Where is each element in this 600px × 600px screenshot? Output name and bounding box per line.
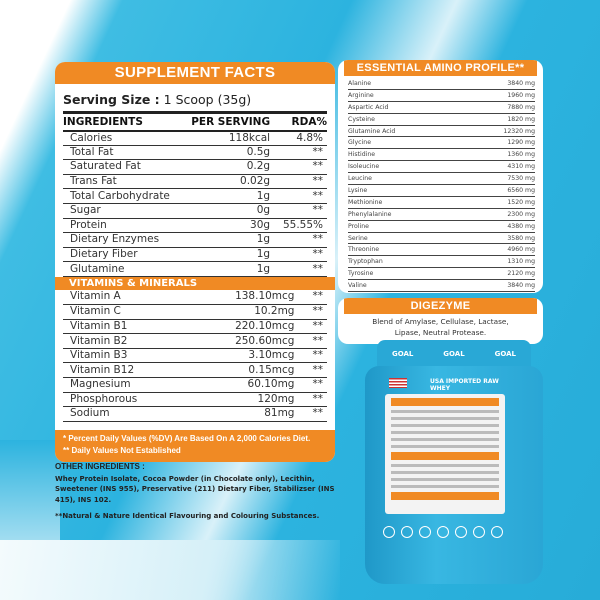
rda-value: **	[302, 392, 327, 407]
ingredient-name: Vitamin B2	[63, 334, 189, 349]
amino-name: Phenylalanine	[348, 210, 392, 218]
amino-row	[348, 137, 535, 149]
amino-row	[348, 209, 535, 221]
col-per-serving: PER SERVING	[182, 113, 278, 131]
ingredient-name: Total Carbohydrate	[63, 189, 182, 204]
other-ingredients-title: OTHER INGREDIENTS :	[55, 462, 145, 471]
amino-value: 2300 mg	[507, 210, 535, 218]
ingredient-name: Trans Fat	[63, 174, 182, 189]
footnote-not-established: ** Daily Values Not Established	[63, 446, 181, 455]
rda-value: **	[278, 160, 327, 175]
rda-value: **	[302, 305, 327, 320]
ingredient-name: Vitamin C	[63, 305, 189, 320]
col-ingredients: INGREDIENTS	[63, 113, 182, 131]
jar-lid	[377, 340, 531, 368]
table-row	[63, 174, 327, 189]
per-serving-value: 220.10mcg	[189, 319, 303, 334]
amino-row	[348, 173, 535, 185]
amino-value: 1310 mg	[507, 258, 535, 266]
amino-value: 4310 mg	[507, 163, 535, 171]
per-serving-value: 1g	[182, 247, 278, 262]
jar-label	[385, 378, 505, 514]
background-brush	[0, 540, 340, 600]
table-row	[63, 348, 327, 363]
per-serving-value: 81mg	[189, 407, 303, 422]
amino-row	[348, 256, 535, 268]
per-serving-value: 10.2mg	[189, 305, 303, 320]
amino-name: Glycine	[348, 139, 372, 147]
serving-label: Serving Size :	[63, 92, 160, 107]
per-serving-value: 0.15mcg	[189, 363, 303, 378]
amino-value: 2120 mg	[507, 270, 535, 278]
jar-body	[365, 366, 543, 584]
amino-name: Alanine	[348, 80, 372, 87]
ingredient-name: Dietary Enzymes	[63, 233, 182, 248]
per-serving-value: 0.2g	[182, 160, 278, 175]
other-ingredients	[55, 462, 345, 522]
amino-row	[348, 78, 535, 90]
amino-value: 12320 mg	[503, 127, 535, 135]
per-serving-value: 1g	[182, 189, 278, 204]
rda-value: **	[302, 348, 327, 363]
brand-logo: GOAL	[443, 350, 465, 358]
vitamins-header: VITAMINS & MINERALS	[55, 277, 335, 290]
supplement-facts-panel	[55, 62, 335, 462]
amino-name: Isoleucine	[348, 163, 380, 171]
rda-value: **	[278, 145, 327, 160]
digezyme-line2: Lipase, Neutral Protease.	[394, 328, 487, 337]
amino-name: Tyrosine	[348, 270, 374, 278]
table-row	[63, 189, 327, 204]
amino-row	[348, 149, 535, 161]
brand-logo: GOAL	[391, 350, 414, 358]
amino-title: ESSENTIAL AMINO PROFILE**	[344, 60, 537, 76]
amino-row	[348, 185, 535, 197]
rda-value: **	[278, 262, 327, 277]
digezyme-title: DIGEZYME	[344, 298, 537, 314]
amino-row	[348, 221, 535, 233]
vitamins-table	[63, 290, 327, 422]
per-serving-value: 30g	[182, 218, 278, 233]
ingredient-name: Sugar	[63, 203, 182, 218]
digezyme-panel	[338, 298, 543, 344]
amino-row	[348, 114, 535, 126]
table-row	[63, 305, 327, 320]
serving-size	[55, 84, 335, 111]
amino-value: 7530 mg	[507, 175, 535, 183]
serving-value: 1 Scoop (35g)	[163, 92, 252, 107]
table-row	[63, 145, 327, 160]
amino-row	[348, 197, 535, 209]
ingredient-name: Glutamine	[63, 262, 182, 277]
usa-flag-icon	[389, 378, 407, 388]
amino-name: Proline	[348, 222, 369, 230]
amino-name: Lysine	[348, 187, 368, 195]
supplement-facts-title: SUPPLEMENT FACTS	[55, 62, 335, 84]
amino-row	[348, 90, 535, 102]
ingredient-name: Protein	[63, 218, 182, 233]
rda-value: **	[278, 203, 327, 218]
brand-logo: GOAL	[494, 350, 517, 358]
amino-name: Threonine	[348, 246, 380, 254]
amino-name: Tryptophan	[348, 258, 383, 266]
amino-name: Serine	[348, 234, 368, 242]
ingredient-name: Vitamin B12	[63, 363, 189, 378]
amino-row	[348, 244, 535, 256]
amino-name: Valine	[348, 282, 367, 290]
amino-row	[348, 102, 535, 114]
footnotes	[55, 430, 335, 462]
table-row	[63, 363, 327, 378]
table-row	[63, 334, 327, 349]
amino-row	[348, 126, 535, 138]
rda-value: **	[302, 319, 327, 334]
amino-profile-panel	[338, 60, 543, 293]
amino-value: 3580 mg	[507, 234, 535, 242]
per-serving-value: 60.10mg	[189, 378, 303, 393]
table-row	[63, 218, 327, 233]
amino-value: 6560 mg	[507, 187, 535, 195]
amino-name: Leucine	[348, 175, 372, 183]
amino-value: 1360 mg	[507, 151, 535, 159]
rda-value: **	[278, 174, 327, 189]
table-row	[63, 290, 327, 305]
table-row	[63, 203, 327, 218]
other-ingredients-text: Whey Protein Isolate, Cocoa Powder (in Chocolate only), Lecithin, Sweetener (INS 955), Preservative (211) Dietary Fiber, Stabilizser (INS 415), INS 102.	[55, 474, 335, 504]
table-row	[63, 247, 327, 262]
col-rda: RDA%	[278, 113, 327, 131]
amino-row	[348, 280, 535, 292]
amino-name: Aspartic Acid	[348, 103, 389, 111]
amino-name: Histidine	[348, 151, 376, 159]
amino-value: 1820 mg	[507, 115, 535, 123]
ingredient-name: Dietary Fiber	[63, 247, 182, 262]
ingredient-name: Vitamin B3	[63, 348, 189, 363]
table-row	[63, 392, 327, 407]
per-serving-value: 120mg	[189, 392, 303, 407]
table-row	[63, 233, 327, 248]
table-row	[63, 319, 327, 334]
certification-badges	[383, 526, 503, 538]
flavouring-note: **Natural & Nature Identical Flavouring and Colouring Substances.	[55, 512, 320, 520]
rda-value: **	[302, 334, 327, 349]
per-serving-value: 0.5g	[182, 145, 278, 160]
amino-value: 1520 mg	[507, 198, 535, 206]
product-jar-image	[365, 340, 543, 585]
amino-value: 1290 mg	[507, 139, 535, 147]
amino-name: Arginine	[348, 91, 374, 99]
ingredient-name: Vitamin B1	[63, 319, 189, 334]
amino-row	[348, 233, 535, 245]
per-serving-value: 118kcal	[182, 131, 278, 146]
table-row	[63, 378, 327, 393]
ingredient-name: Vitamin A	[63, 290, 189, 305]
per-serving-value: 250.60mcg	[189, 334, 303, 349]
per-serving-value: 1g	[182, 233, 278, 248]
digezyme-line1: Blend of Amylase, Cellulase, Lactase,	[372, 317, 509, 326]
amino-value: 3840 mg	[507, 80, 535, 87]
rda-value: **	[278, 247, 327, 262]
table-row	[63, 131, 327, 146]
amino-row	[348, 268, 535, 280]
ingredient-name: Magnesium	[63, 378, 189, 393]
rda-value: **	[302, 407, 327, 422]
rda-value: **	[278, 233, 327, 248]
amino-value: 3840 mg	[507, 282, 535, 290]
rda-value: 4.8%	[278, 131, 327, 146]
jar-label-text: USA IMPORTED RAW WHEY	[430, 378, 499, 392]
amino-value: 7880 mg	[507, 103, 535, 111]
table-row	[63, 262, 327, 277]
per-serving-value: 3.10mcg	[189, 348, 303, 363]
footnote-dv: * Percent Daily Values (%DV) Are Based On A 2,000 Calories Diet.	[63, 434, 311, 443]
per-serving-value: 1g	[182, 262, 278, 277]
amino-value: 4380 mg	[507, 222, 535, 230]
amino-value: 1960 mg	[507, 91, 535, 99]
amino-name: Cysteine	[348, 115, 375, 123]
per-serving-value: 0.02g	[182, 174, 278, 189]
ingredient-name: Total Fat	[63, 145, 182, 160]
per-serving-value: 0g	[182, 203, 278, 218]
table-row	[63, 407, 327, 422]
ingredient-name: Saturated Fat	[63, 160, 182, 175]
rda-value: **	[302, 378, 327, 393]
per-serving-value: 138.10mcg	[189, 290, 303, 305]
amino-row	[348, 161, 535, 173]
ingredient-name: Sodium	[63, 407, 189, 422]
amino-value: 4960 mg	[507, 246, 535, 254]
nutrition-table	[63, 111, 327, 277]
rda-value: 55.55%	[278, 218, 327, 233]
digezyme-text	[338, 314, 543, 338]
amino-name: Glutamine Acid	[348, 127, 396, 135]
table-row	[63, 160, 327, 175]
ingredient-name: Phosphorous	[63, 392, 189, 407]
rda-value: **	[302, 290, 327, 305]
amino-name: Methionine	[348, 198, 383, 206]
ingredient-name: Calories	[63, 131, 182, 146]
rda-value: **	[302, 363, 327, 378]
rda-value: **	[278, 189, 327, 204]
